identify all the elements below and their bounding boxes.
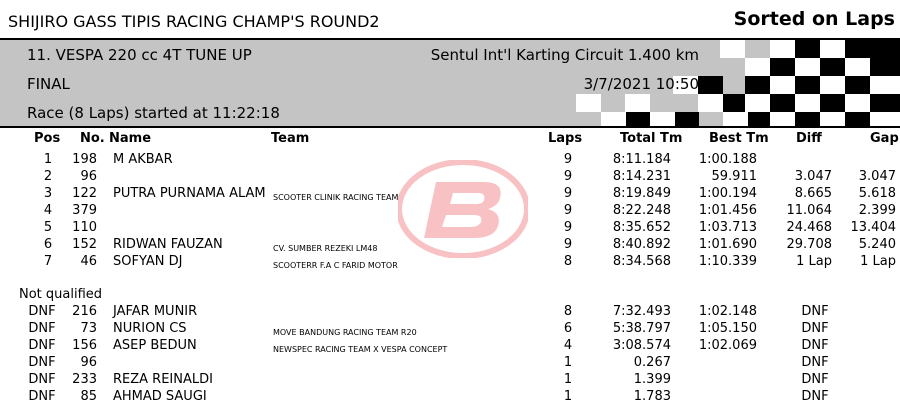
cell-name: NURION CS — [113, 321, 187, 336]
cell-team: MOVE BANDUNG RACING TEAM R20 — [273, 328, 417, 337]
cell-laps: 4 — [563, 338, 573, 353]
table-row — [0, 388, 900, 405]
table-row — [0, 337, 900, 354]
cell-pos: 1 — [43, 152, 53, 167]
cell-diff: DNF — [801, 304, 829, 319]
table-row — [0, 185, 900, 202]
cell-gap: 3.047 — [858, 169, 896, 184]
cell-no: 216 — [72, 304, 97, 319]
cell-total: 3:08.574 — [612, 338, 671, 353]
event-title: SHIJIRO GASS TIPIS RACING CHAMP'S ROUND2 — [8, 12, 380, 31]
cell-best: 1:05.150 — [698, 321, 757, 336]
cell-best: 1:00.188 — [698, 152, 757, 167]
cell-pos: 6 — [43, 237, 53, 252]
cell-laps: 1 — [563, 355, 573, 370]
cell-pos: 4 — [43, 203, 53, 218]
col-diff: Diff — [796, 131, 822, 146]
cell-no: 152 — [72, 237, 97, 252]
table-row — [0, 236, 900, 253]
cell-diff: 29.708 — [786, 237, 832, 252]
cell-gap: 2.399 — [858, 203, 896, 218]
cell-diff: DNF — [801, 338, 829, 353]
cell-best: 1:00.194 — [698, 186, 757, 201]
race-header — [0, 38, 900, 128]
cell-best: 1:01.690 — [698, 237, 757, 252]
cell-diff: 1 Lap — [796, 254, 832, 269]
cell-name: RIDWAN FAUZAN — [113, 237, 223, 252]
cell-diff: 24.468 — [786, 220, 832, 235]
race-datetime: 3/7/2021 10:50 — [583, 75, 699, 93]
cell-gap: 5.240 — [858, 237, 896, 252]
cell-name: REZA REINALDI — [113, 372, 213, 387]
cell-laps: 1 — [563, 372, 573, 387]
cell-total: 8:34.568 — [612, 254, 671, 269]
table-row — [0, 371, 900, 388]
cell-no: 85 — [80, 389, 97, 404]
cell-laps: 9 — [563, 237, 573, 252]
cell-no: 156 — [72, 338, 97, 353]
cell-name: SOFYAN DJ — [113, 254, 183, 269]
cell-no: 379 — [72, 203, 97, 218]
cell-total: 7:32.493 — [612, 304, 671, 319]
cell-name: AHMAD SAUGI — [113, 389, 207, 404]
table-row — [0, 168, 900, 185]
table-row — [0, 354, 900, 371]
table-row — [0, 320, 900, 337]
col-no: No. — [80, 131, 105, 146]
col-total: Total Tm — [620, 131, 683, 146]
not-qualified-label: Not qualified — [19, 287, 103, 302]
class-name: 11. VESPA 220 cc 4T TUNE UP — [27, 46, 252, 64]
cell-pos: 5 — [43, 220, 53, 235]
cell-name: M AKBAR — [113, 152, 173, 167]
race-info: Race (8 Laps) started at 11:22:18 — [27, 104, 280, 122]
col-laps: Laps — [548, 131, 583, 146]
cell-total: 5:38.797 — [612, 321, 671, 336]
cell-laps: 9 — [563, 203, 573, 218]
table-row — [0, 151, 900, 168]
cell-no: 198 — [72, 152, 97, 167]
cell-no: 122 — [72, 186, 97, 201]
cell-team: SCOOTER CLINIK RACING TEAM — [273, 193, 399, 202]
cell-no: 96 — [80, 355, 97, 370]
cell-best: 1:02.069 — [698, 338, 757, 353]
cell-team: CV. SUMBER REZEKI LM48 — [273, 244, 378, 253]
cell-name: PUTRA PURNAMA ALAM — [113, 186, 266, 201]
col-pos: Pos — [34, 131, 61, 146]
cell-team: SCOOTERR F.A C FARID MOTOR — [273, 261, 398, 270]
col-team: Team — [271, 131, 310, 146]
cell-laps: 9 — [563, 220, 573, 235]
cell-pos: DNF — [28, 321, 56, 336]
cell-total: 8:35.652 — [612, 220, 671, 235]
cell-total: 8:14.231 — [612, 169, 671, 184]
cell-no: 46 — [80, 254, 97, 269]
cell-total: 8:40.892 — [612, 237, 671, 252]
cell-total: 8:19.849 — [612, 186, 671, 201]
cell-pos: DNF — [28, 304, 56, 319]
cell-diff: 3.047 — [794, 169, 832, 184]
cell-diff: DNF — [801, 355, 829, 370]
cell-pos: DNF — [28, 338, 56, 353]
cell-gap: 13.404 — [850, 220, 896, 235]
col-name: Name — [109, 131, 152, 146]
cell-name: JAFAR MUNIR — [113, 304, 198, 319]
cell-gap: 1 Lap — [860, 254, 896, 269]
cell-diff: DNF — [801, 321, 829, 336]
cell-laps: 9 — [563, 169, 573, 184]
cell-laps: 8 — [563, 304, 573, 319]
table-row — [0, 303, 900, 320]
table-row — [0, 202, 900, 219]
cell-name: ASEP BEDUN — [113, 338, 197, 353]
cell-laps: 1 — [563, 389, 573, 404]
cell-team: NEWSPEC RACING TEAM X VESPA CONCEPT — [273, 345, 448, 354]
cell-no: 110 — [72, 220, 97, 235]
circuit-name: Sentul Int'l Karting Circuit 1.400 km — [430, 46, 699, 64]
cell-gap: 5.618 — [858, 186, 896, 201]
cell-diff: 11.064 — [786, 203, 832, 218]
cell-best: 1:10.339 — [698, 254, 757, 269]
col-best: Best Tm — [709, 131, 769, 146]
session-name: FINAL — [27, 75, 70, 93]
cell-best: 1:03.713 — [698, 220, 757, 235]
cell-pos: 7 — [43, 254, 53, 269]
cell-pos: DNF — [28, 372, 56, 387]
cell-laps: 6 — [563, 321, 573, 336]
cell-best: 59.911 — [711, 169, 757, 184]
cell-total: 0.267 — [633, 355, 671, 370]
cell-diff: DNF — [801, 372, 829, 387]
table-row — [0, 219, 900, 236]
cell-diff: DNF — [801, 389, 829, 404]
sort-label: Sorted on Laps — [733, 8, 895, 30]
title-bar — [0, 0, 900, 36]
cell-total: 8:11.184 — [612, 152, 671, 167]
table-row — [0, 253, 900, 270]
cell-total: 1.783 — [633, 389, 671, 404]
cell-pos: 2 — [43, 169, 53, 184]
cell-pos: DNF — [28, 389, 56, 404]
cell-best: 1:01.456 — [698, 203, 757, 218]
col-gap: Gap — [870, 131, 899, 146]
cell-laps: 9 — [563, 152, 573, 167]
cell-total: 1.399 — [633, 372, 671, 387]
cell-diff: 8.665 — [794, 186, 832, 201]
cell-no: 233 — [72, 372, 97, 387]
cell-best: 1:02.148 — [698, 304, 757, 319]
cell-no: 73 — [80, 321, 97, 336]
cell-laps: 8 — [563, 254, 573, 269]
cell-laps: 9 — [563, 186, 573, 201]
cell-pos: DNF — [28, 355, 56, 370]
cell-pos: 3 — [43, 186, 53, 201]
cell-no: 96 — [80, 169, 97, 184]
cell-total: 8:22.248 — [612, 203, 671, 218]
